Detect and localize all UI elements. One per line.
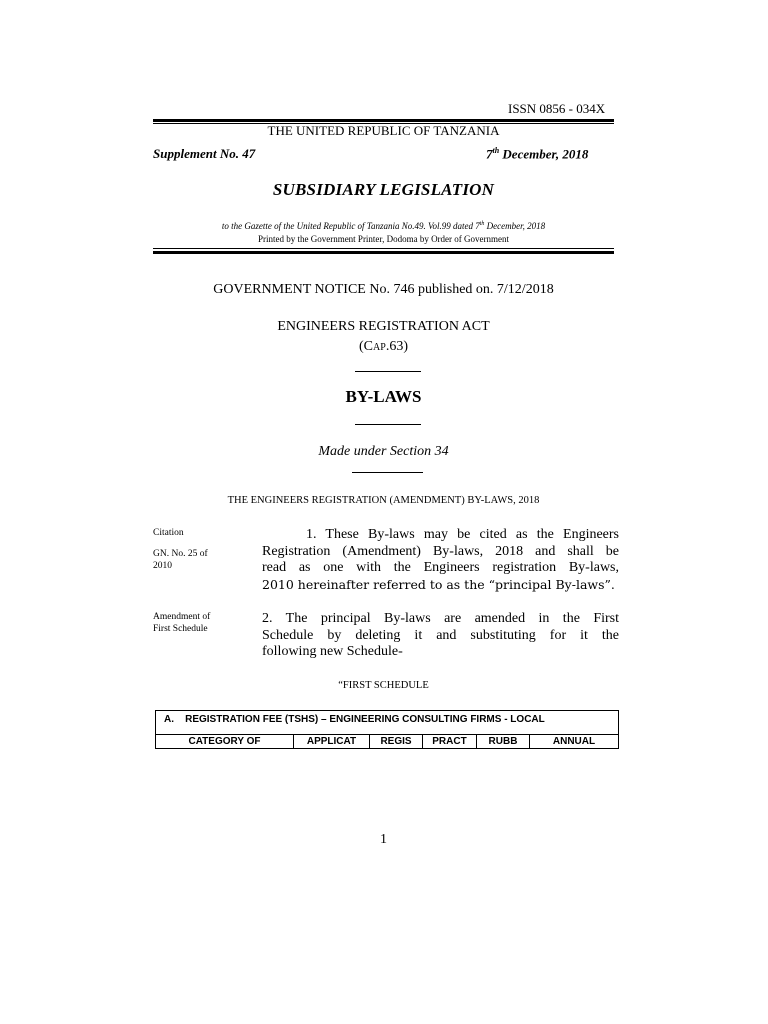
margin-note-amendment: Amendment of First Schedule <box>153 612 211 634</box>
printer-line: Printed by the Government Printer, Dodoma by Order of Government <box>257 234 510 244</box>
act-title: ENGINEERS REGISTRATION ACT <box>277 319 490 334</box>
made-under-section: Made under Section 34 <box>318 444 449 459</box>
bylaws-heading: BY-LAWS <box>345 387 422 406</box>
table-title: A. REGISTRATION FEE (TSHS) – ENGINEERING CONSULTING FIRMS - LOCAL <box>156 711 618 735</box>
supplement-number: Supplement No. 47 <box>153 146 256 161</box>
page-number: 1 <box>380 832 387 847</box>
margin-note-gn: GN. No. 25 of 2010 <box>153 549 208 571</box>
registration-fee-table <box>155 710 619 749</box>
gazette-reference: to the Gazette of the United Republic of Tanzania No.49. Vol.99 dated 7th December, 2018 <box>221 221 546 231</box>
divider-1 <box>355 371 421 372</box>
chapter-reference: (CAP.63) <box>359 339 408 354</box>
column-header: CATEGORY OF <box>156 735 294 748</box>
government-notice: GOVERNMENT NOTICE No. 746 published on. 7/12/2018 <box>213 282 554 297</box>
margin-note-citation: Citation <box>153 528 184 538</box>
column-header: PRACT <box>423 735 477 748</box>
header-rule-bottom <box>153 251 614 254</box>
column-header: ANNUAL <box>552 736 596 747</box>
column-header: RUBB <box>477 735 530 748</box>
divider-3 <box>352 472 423 473</box>
republic-title: THE UNITED REPUBLIC OF TANZANIA <box>267 123 500 138</box>
publication-date: 7th December, 2018 <box>486 146 589 162</box>
divider-2 <box>355 424 421 425</box>
issn-number: ISSN 0856 - 034X <box>508 101 606 116</box>
bylaws-title: THE ENGINEERS REGISTRATION (AMENDMENT) BY-LAWS, 2018 <box>227 495 540 506</box>
column-header: APPLICAT <box>294 735 370 748</box>
header-rule-top <box>153 119 614 122</box>
header-rule-bottom-thin <box>153 248 614 249</box>
first-schedule-heading: “FIRST SCHEDULE <box>338 680 429 691</box>
column-header: REGIS <box>370 735 423 748</box>
section-2-paragraph: 2. The principal By-laws are amended in the First Schedule by deleting it and substituting for it the following new Schedule- <box>262 611 619 659</box>
subsidiary-legislation-heading: SUBSIDIARY LEGISLATION <box>272 180 495 199</box>
section-1-paragraph: 1. These By-laws may be cited as the Engineers Registration (Amendment) By-laws, 2018 and shall be read as one with the Engineers registration By-laws, 2010 hereinafter referred to as the “principal By-laws”. <box>262 527 619 592</box>
